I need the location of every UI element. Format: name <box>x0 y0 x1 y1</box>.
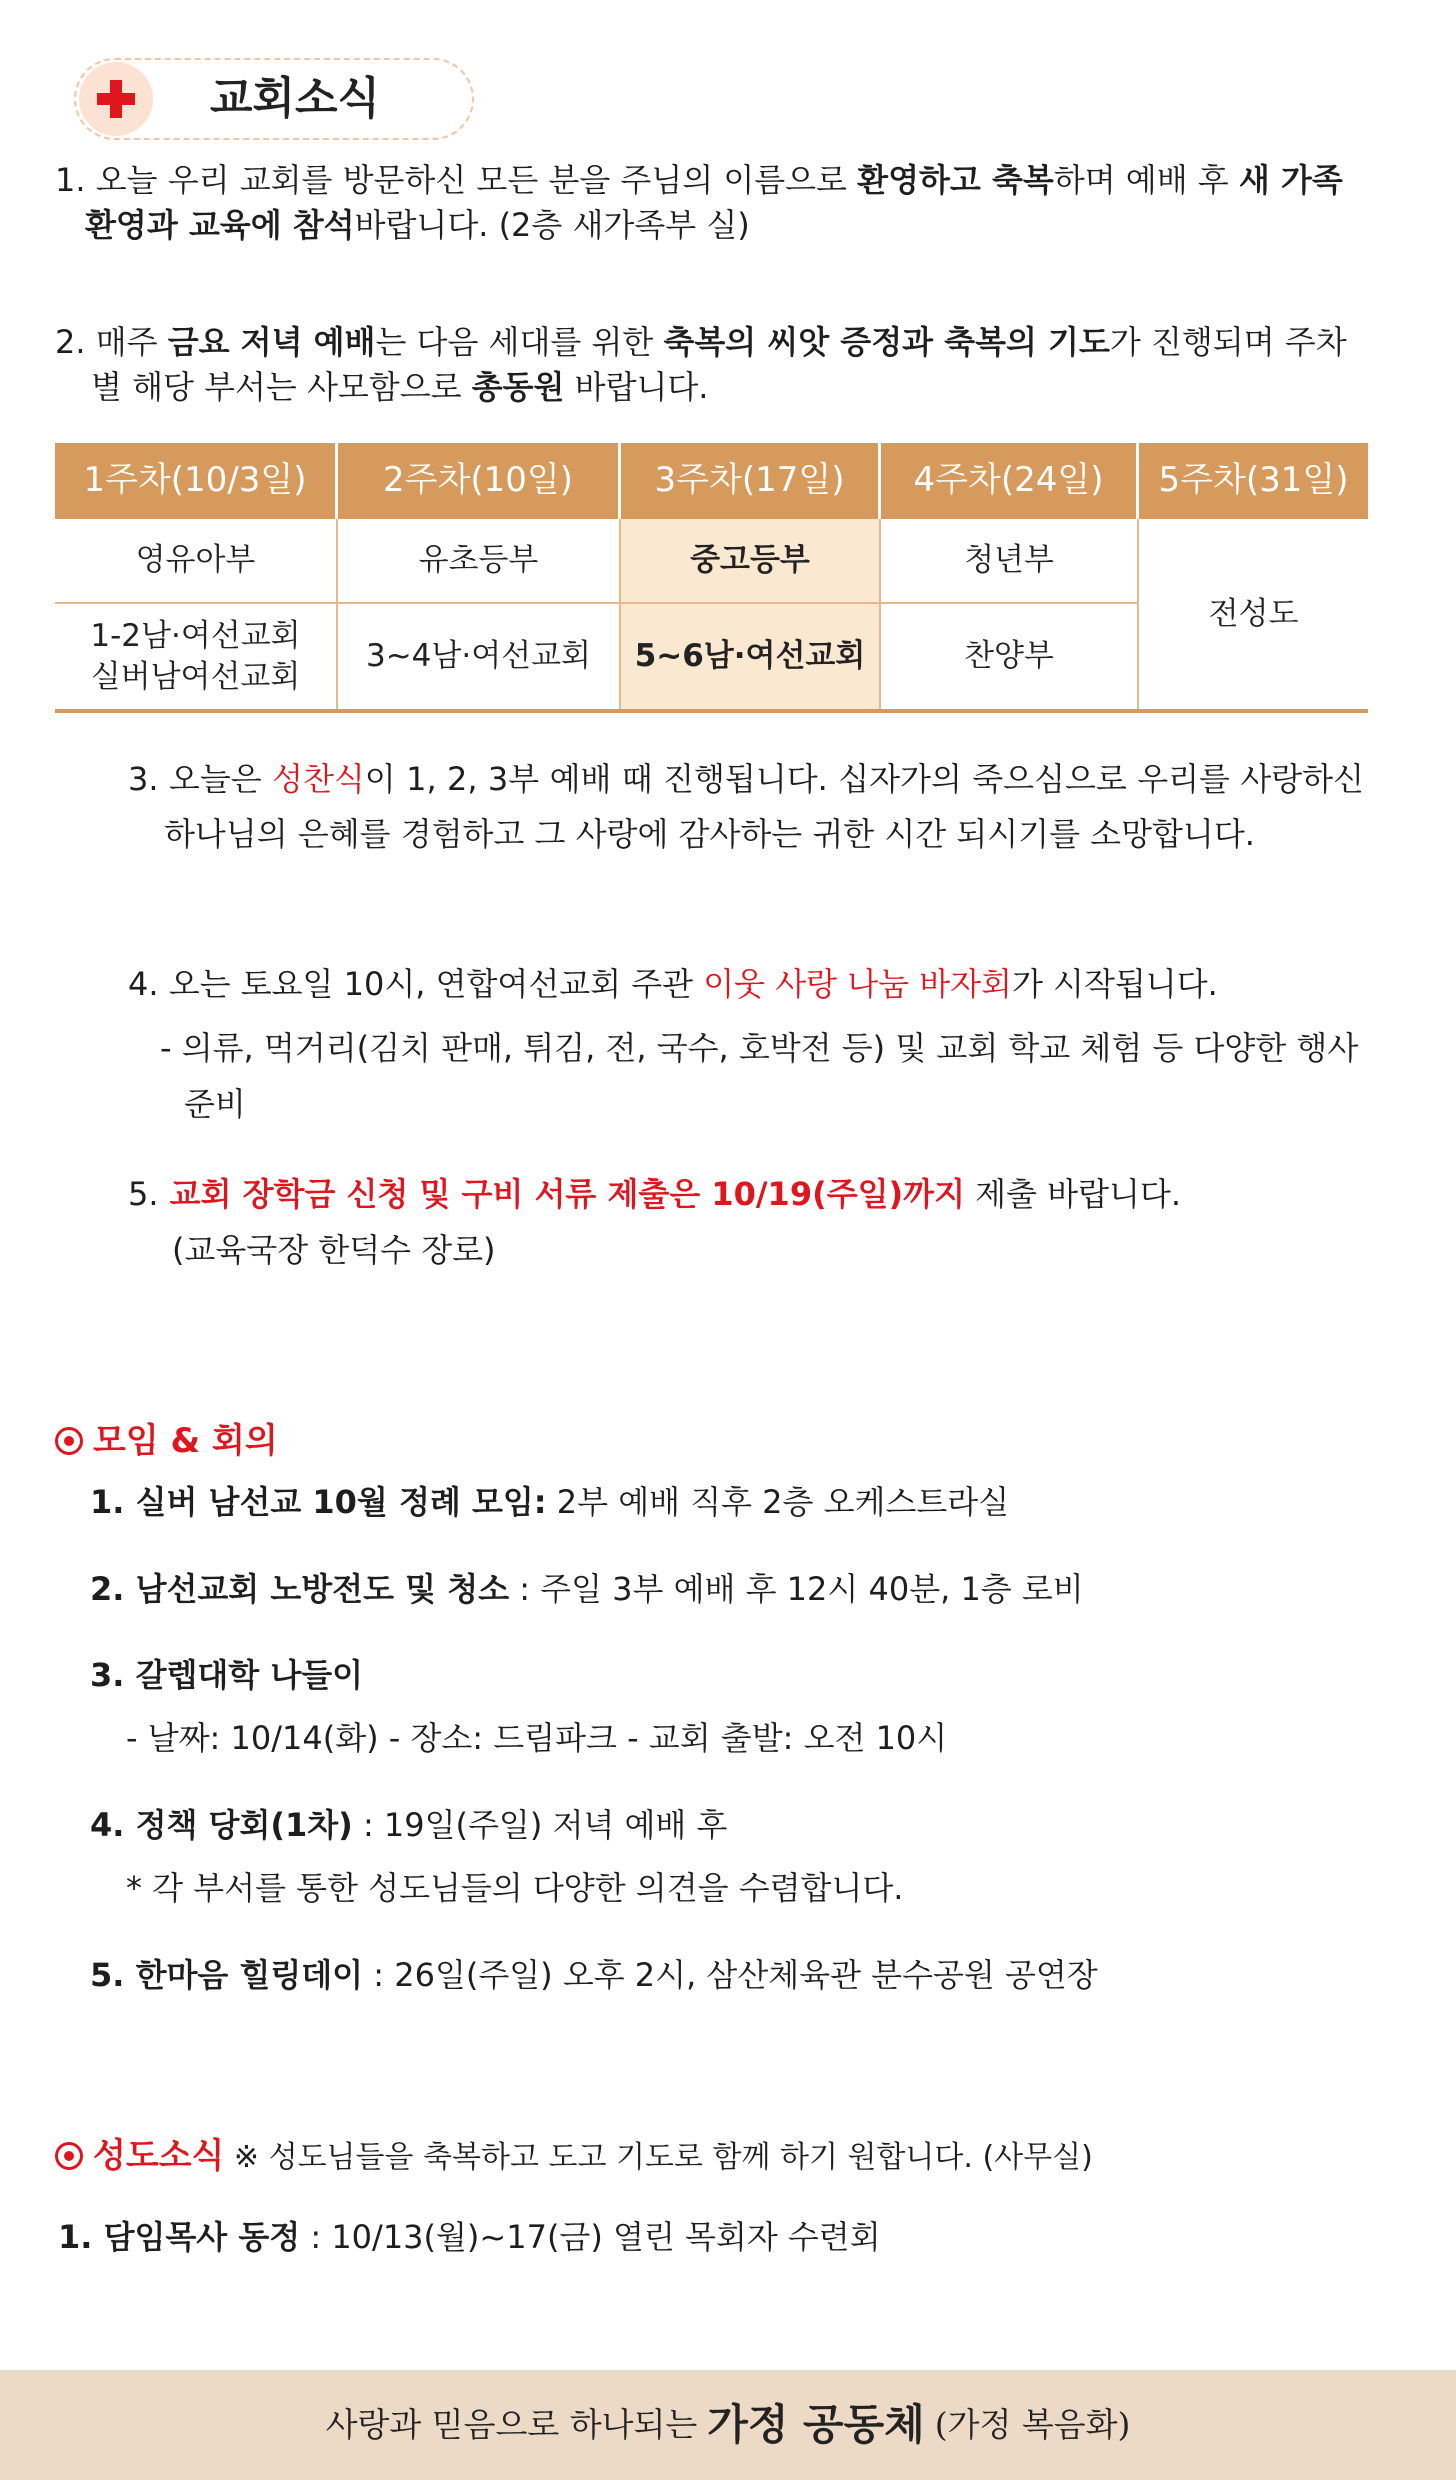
table-cell-highlight: 5~6남·여선교회 <box>621 604 881 709</box>
table-cell: 영유아부 <box>55 519 338 602</box>
footer-emphasis: 가정 공동체 <box>707 2399 925 2449</box>
meeting-item-3-detail: - 날짜: 10/14(화) - 장소: 드림파크 - 교회 출발: 오전 10시 <box>126 1719 948 1757</box>
notice-item-2: 2. 매주 금요 저녁 예배는 다음 세대를 위한 축복의 씨앗 증정과 축복의 기도가 진행되며 주차 별 해당 부서는 사모함으로 총동원 바랍니다. <box>55 323 1347 406</box>
table-header-week5: 5주차(31일) <box>1139 443 1368 519</box>
meeting-item-4-detail: * 각 부서를 통한 성도님들의 다양한 의견을 수렴합니다. <box>126 1869 904 1907</box>
notice-item-1: 1. 오늘 우리 교회를 방문하신 모든 분을 주님의 이름으로 환영하고 축복하며 예배 후 새 가족 환영과 교육에 참석바랍니다. (2층 새가족부 실) <box>55 161 1343 244</box>
schedule-table <box>55 443 1368 713</box>
notice-item-5-detail: (교육국장 한덕수 장로) <box>172 1231 496 1269</box>
meeting-item-2: 2. 남선교회 노방전도 및 청소 : 주일 3부 예배 후 12시 40분, 1층 로비 <box>90 1570 1084 1608</box>
table-cell-highlight: 중고등부 <box>621 519 881 602</box>
footer-note: (가정 복음화) <box>934 2404 1131 2444</box>
table-cell: 3~4남·여선교회 <box>338 604 621 709</box>
table-cell: 청년부 <box>881 519 1139 602</box>
section-members-title: 성도소식 ※ 성도님들을 축복하고 도고 기도로 함께 하기 원합니다. (사무실) <box>55 2133 1093 2181</box>
meeting-item-3: 3. 갈렙대학 나들이 <box>90 1656 364 1694</box>
meeting-item-4: 4. 정책 당회(1차) : 19일(주일) 저녁 예배 후 <box>90 1806 728 1844</box>
footer-banner <box>0 2370 1456 2480</box>
table-cell: 1-2남·여선교회 실버남여선교회 <box>55 604 338 709</box>
notice-item-5: 5. 교회 장학금 신청 및 구비 서류 제출은 10/19(주일)까지 제출 바랍니다. <box>128 1175 1181 1213</box>
table-cell: 유초등부 <box>338 519 621 602</box>
notice-item-4-detail: - 의류, 먹거리(김치 판매, 튀김, 전, 국수, 호박전 등) 및 교회 학교 체험 등 다양한 행사 준비 <box>160 1029 1359 1123</box>
notice-item-4: 4. 오는 토요일 10시, 연합여선교회 주관 이웃 사랑 나눔 바자회가 시작됩니다. <box>128 965 1218 1003</box>
table-header-week1: 1주차(10/3일) <box>55 443 338 519</box>
cross-icon-horizontal <box>97 93 135 105</box>
section-meetings-title: 모임 & 회의 <box>55 1418 278 1466</box>
table-cell-merged: 전성도 <box>1208 595 1299 632</box>
target-icon <box>55 1427 83 1455</box>
table-header-week2: 2주차(10일) <box>338 443 621 519</box>
footer-text: 사랑과 믿음으로 하나되는 <box>325 2404 698 2444</box>
table-header-week4: 4주차(24일) <box>881 443 1139 519</box>
table-bottom-border <box>55 709 1368 713</box>
meeting-item-1: 1. 실버 남선교 10월 정례 모임: 2부 예배 직후 2층 오케스트라실 <box>90 1483 1010 1521</box>
table-cell: 찬양부 <box>881 604 1139 709</box>
notice-item-3: 3. 오늘은 성찬식이 1, 2, 3부 예배 때 진행됩니다. 십자가의 죽으심으로 우리를 사랑하신 하나님의 은혜를 경험하고 그 사랑에 감사하는 귀한 시간 되시기를 소망합니다. <box>128 760 1364 854</box>
meeting-item-5: 5. 한마음 힐링데이 : 26일(주일) 오후 2시, 삼산체육관 분수공원 공연장 <box>90 1956 1098 1994</box>
target-icon <box>55 2142 83 2170</box>
table-header-week3: 3주차(17일) <box>621 443 881 519</box>
member-item-1: 1. 담임목사 동정 : 10/13(월)~17(금) 열린 목회자 수련회 <box>58 2218 881 2256</box>
page-title: 교회소식 <box>210 73 381 124</box>
